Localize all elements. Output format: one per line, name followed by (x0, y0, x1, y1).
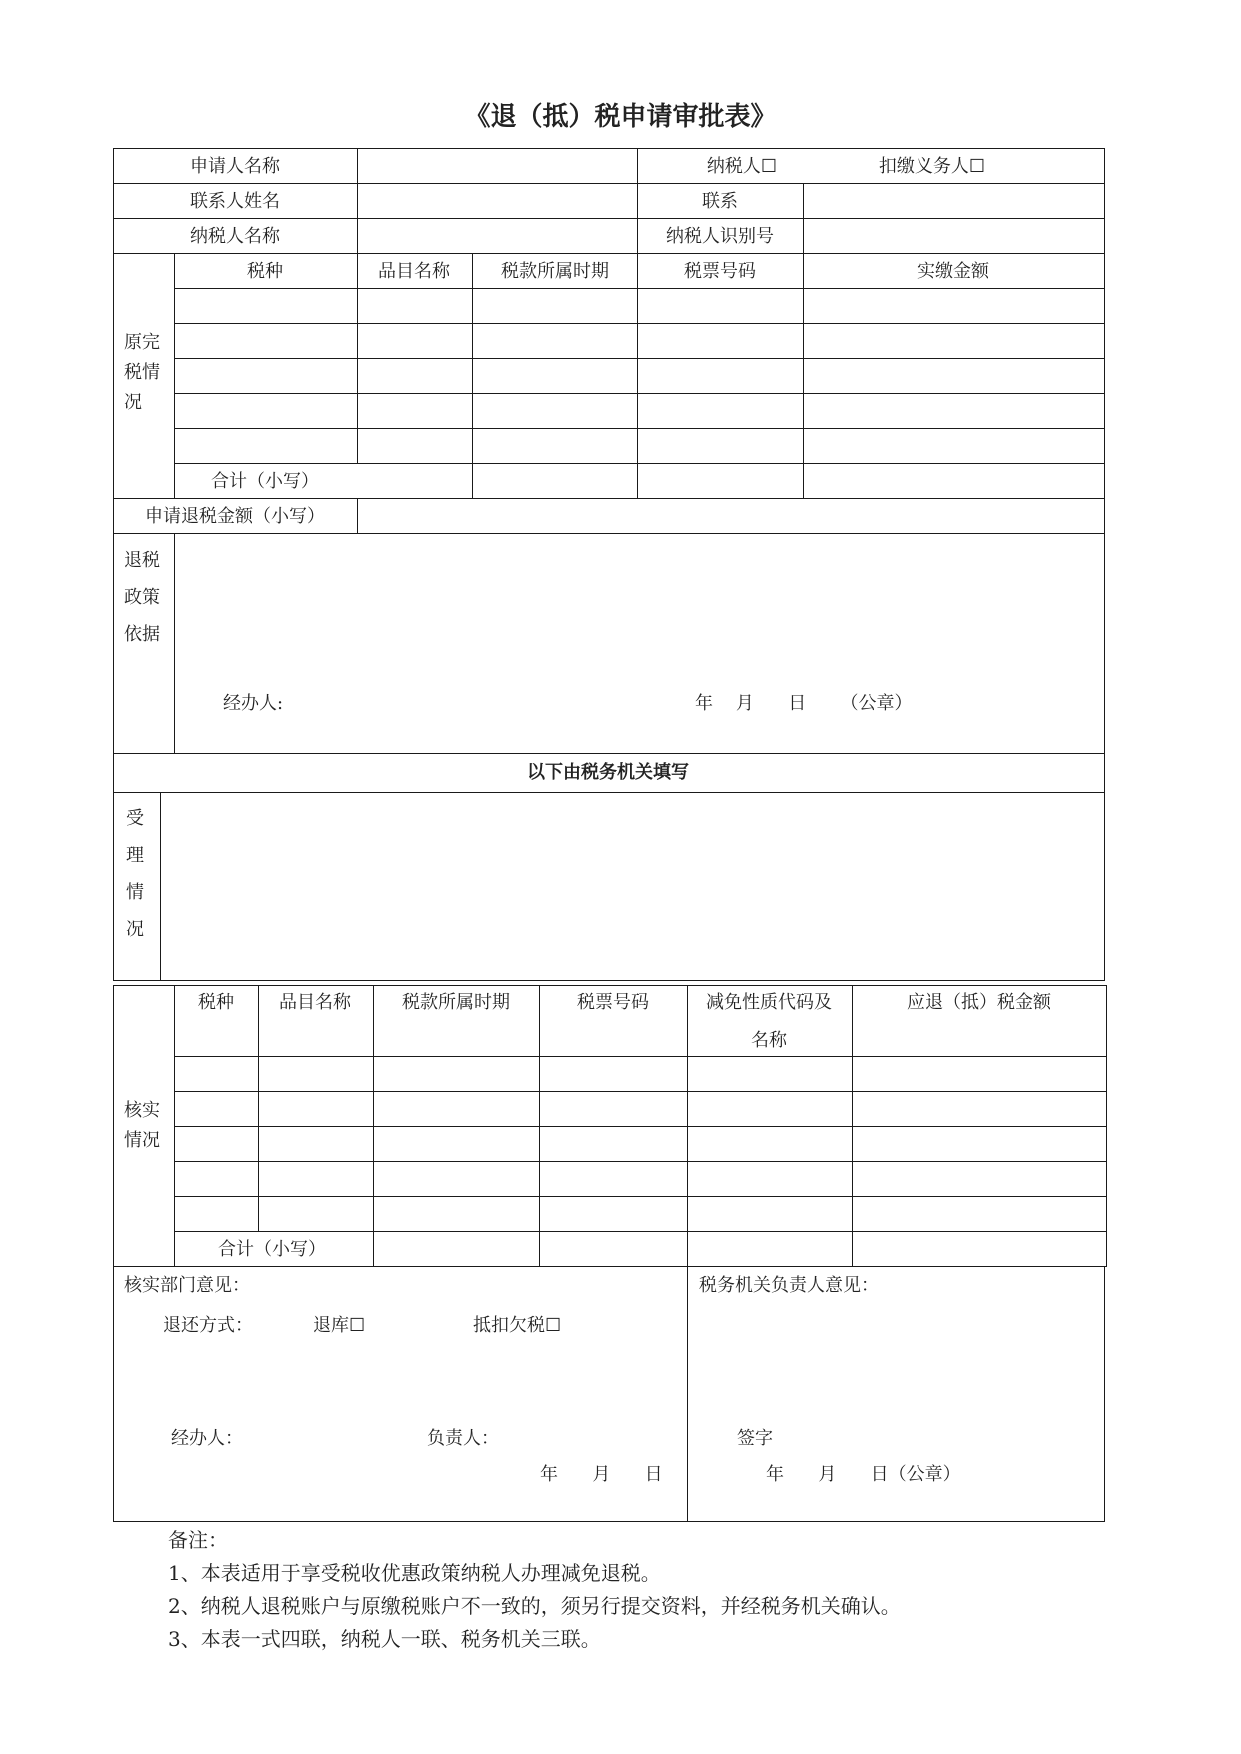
verify-col-item-name: 品目名称 (279, 992, 351, 1013)
contact-label: 联系 (702, 191, 738, 212)
original-col-tax-period: 税款所属时期 (501, 261, 609, 282)
policy-handler-label: 经办人: (223, 693, 284, 714)
original-col-paid-amount: 实缴金额 (917, 261, 989, 282)
withholder-checkbox[interactable]: 扣缴义务人☐ (878, 156, 986, 177)
offset-arrears-checkbox[interactable]: 抵扣欠税☐ (473, 1315, 562, 1336)
policy-side-label: 退税 政策 依据 (124, 550, 160, 645)
leader-sign-label: 签字 (737, 1428, 773, 1449)
original-col-item-name: 品目名称 (378, 261, 450, 282)
verify-col-tax-type: 税种 (198, 992, 234, 1013)
note-item: 2、纳税人退税账户与原缴税账户不一致的，须另行提交资料，并经税务机关确认。 (168, 1594, 901, 1618)
tax-office-banner: 以下由税务机关填写 (527, 762, 689, 783)
verify-subtotal-label: 合计（小写） (218, 1239, 326, 1260)
leader-opinion-label: 税务机关负责人意见： (699, 1275, 879, 1296)
note-item: 1、本表适用于享受税收优惠政策纳税人办理减免退税。 (168, 1561, 661, 1585)
original-col-tax-type: 税种 (247, 261, 283, 282)
taxpayer-id-label: 纳税人识别号 (666, 226, 774, 247)
contact-name-label: 联系人姓名 (190, 191, 280, 212)
verify-col-refund-amount: 应退（抵）税金额 (907, 992, 1051, 1013)
leader-date-stamp: 年 月 日（公章） (766, 1464, 961, 1485)
taxpayer-checkbox[interactable]: 纳税人☐ (706, 156, 778, 177)
treasury-refund-checkbox[interactable]: 退库☐ (313, 1315, 366, 1336)
refund-method-label: 退还方式： (163, 1315, 253, 1336)
verify-col-ticket-number: 税票号码 (577, 992, 649, 1013)
applicant-name-label: 申请人名称 (190, 156, 280, 177)
policy-date-stamp: 年 月 日 （公章） (695, 693, 913, 714)
verification-side-label: 核实 情况 (124, 1100, 160, 1151)
dept-opinion-label: 核实部门意见： (124, 1275, 250, 1296)
verify-col-tax-period: 税款所属时期 (402, 992, 510, 1013)
verify-col-exemption-code-line2: 名称 (751, 1030, 787, 1051)
acceptance-side-label: 受 理 情 况 (126, 808, 144, 940)
document-title: 《退（抵）税申请审批表》 (464, 102, 777, 132)
notes-heading: 备注： (168, 1528, 228, 1552)
taxpayer-name-label: 纳税人名称 (190, 226, 280, 247)
verify-col-exemption-code: 减免性质代码及 (706, 992, 832, 1013)
original-col-ticket-number: 税票号码 (684, 261, 756, 282)
original-subtotal-label: 合计（小写） (211, 471, 319, 492)
dept-date: 年 月 日 (540, 1464, 663, 1485)
note-item: 3、本表一式四联，纳税人一联、税务机关三联。 (168, 1627, 601, 1651)
refund-amount-label: 申请退税金额（小写） (145, 506, 325, 527)
dept-handler-label: 经办人： (171, 1428, 243, 1449)
dept-responsible-label: 负责人： (427, 1428, 499, 1449)
original-tax-side-label: 原完 税情 况 (124, 332, 160, 413)
